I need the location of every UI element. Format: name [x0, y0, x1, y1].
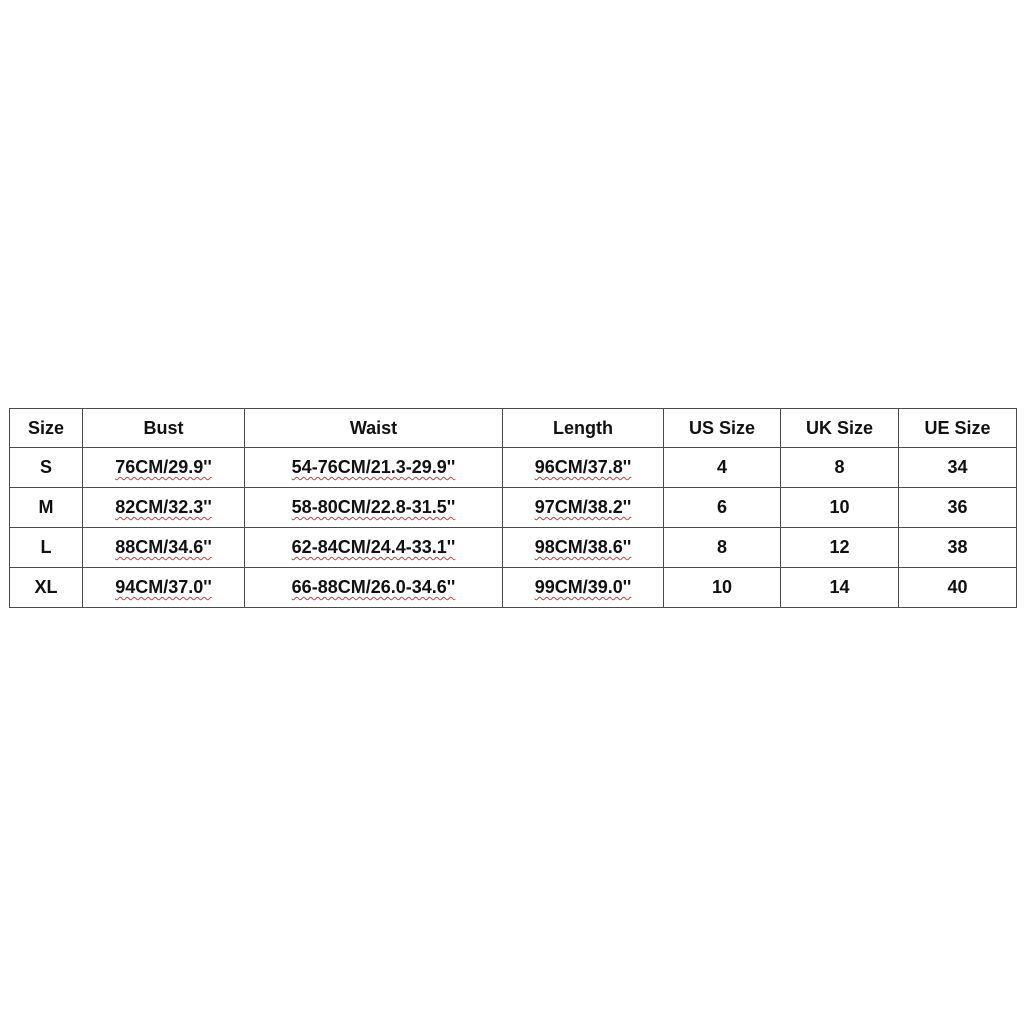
cell-length	[503, 568, 664, 608]
cell-waist	[245, 488, 503, 528]
cell-length-text: 96CM/37.8''	[534, 457, 632, 477]
cell-ue-size: 34	[899, 448, 1017, 488]
size-chart-table	[9, 408, 1017, 608]
table-row	[10, 568, 1017, 608]
cell-waist-text: 58-80CM/22.8-31.5''	[291, 497, 456, 517]
cell-us-size: 10	[664, 568, 781, 608]
header-row	[10, 409, 1017, 448]
header-uk-size: UK Size	[781, 409, 899, 448]
header-us-size: US Size	[664, 409, 781, 448]
cell-bust	[83, 568, 245, 608]
cell-length-text: 99CM/39.0''	[534, 577, 632, 597]
cell-uk-size: 10	[781, 488, 899, 528]
cell-size: XL	[10, 568, 83, 608]
header-waist: Waist	[245, 409, 503, 448]
cell-ue-size: 40	[899, 568, 1017, 608]
cell-bust-text: 82CM/32.3''	[115, 497, 212, 517]
cell-waist-text: 54-76CM/21.3-29.9''	[291, 457, 456, 477]
cell-ue-size: 36	[899, 488, 1017, 528]
cell-size: L	[10, 528, 83, 568]
cell-waist-text: 62-84CM/24.4-33.1''	[291, 537, 456, 557]
cell-length	[503, 528, 664, 568]
table-row	[10, 448, 1017, 488]
cell-uk-size: 12	[781, 528, 899, 568]
cell-bust-text: 94CM/37.0''	[115, 577, 212, 597]
cell-length-text: 98CM/38.6''	[534, 537, 632, 557]
cell-bust-text: 88CM/34.6''	[115, 537, 212, 557]
table-row	[10, 528, 1017, 568]
cell-size: S	[10, 448, 83, 488]
cell-length	[503, 448, 664, 488]
cell-us-size: 6	[664, 488, 781, 528]
cell-waist	[245, 568, 503, 608]
cell-waist-text: 66-88CM/26.0-34.6''	[291, 577, 456, 597]
cell-us-size: 8	[664, 528, 781, 568]
cell-length	[503, 488, 664, 528]
cell-waist	[245, 448, 503, 488]
cell-bust	[83, 528, 245, 568]
cell-bust	[83, 488, 245, 528]
cell-uk-size: 14	[781, 568, 899, 608]
cell-ue-size: 38	[899, 528, 1017, 568]
cell-size: M	[10, 488, 83, 528]
table-row	[10, 488, 1017, 528]
cell-waist	[245, 528, 503, 568]
header-length: Length	[503, 409, 664, 448]
cell-length-text: 97CM/38.2''	[534, 497, 632, 517]
cell-bust-text: 76CM/29.9''	[115, 457, 212, 477]
header-bust: Bust	[83, 409, 245, 448]
cell-bust	[83, 448, 245, 488]
header-size: Size	[10, 409, 83, 448]
cell-us-size: 4	[664, 448, 781, 488]
header-ue-size: UE Size	[899, 409, 1017, 448]
cell-uk-size: 8	[781, 448, 899, 488]
